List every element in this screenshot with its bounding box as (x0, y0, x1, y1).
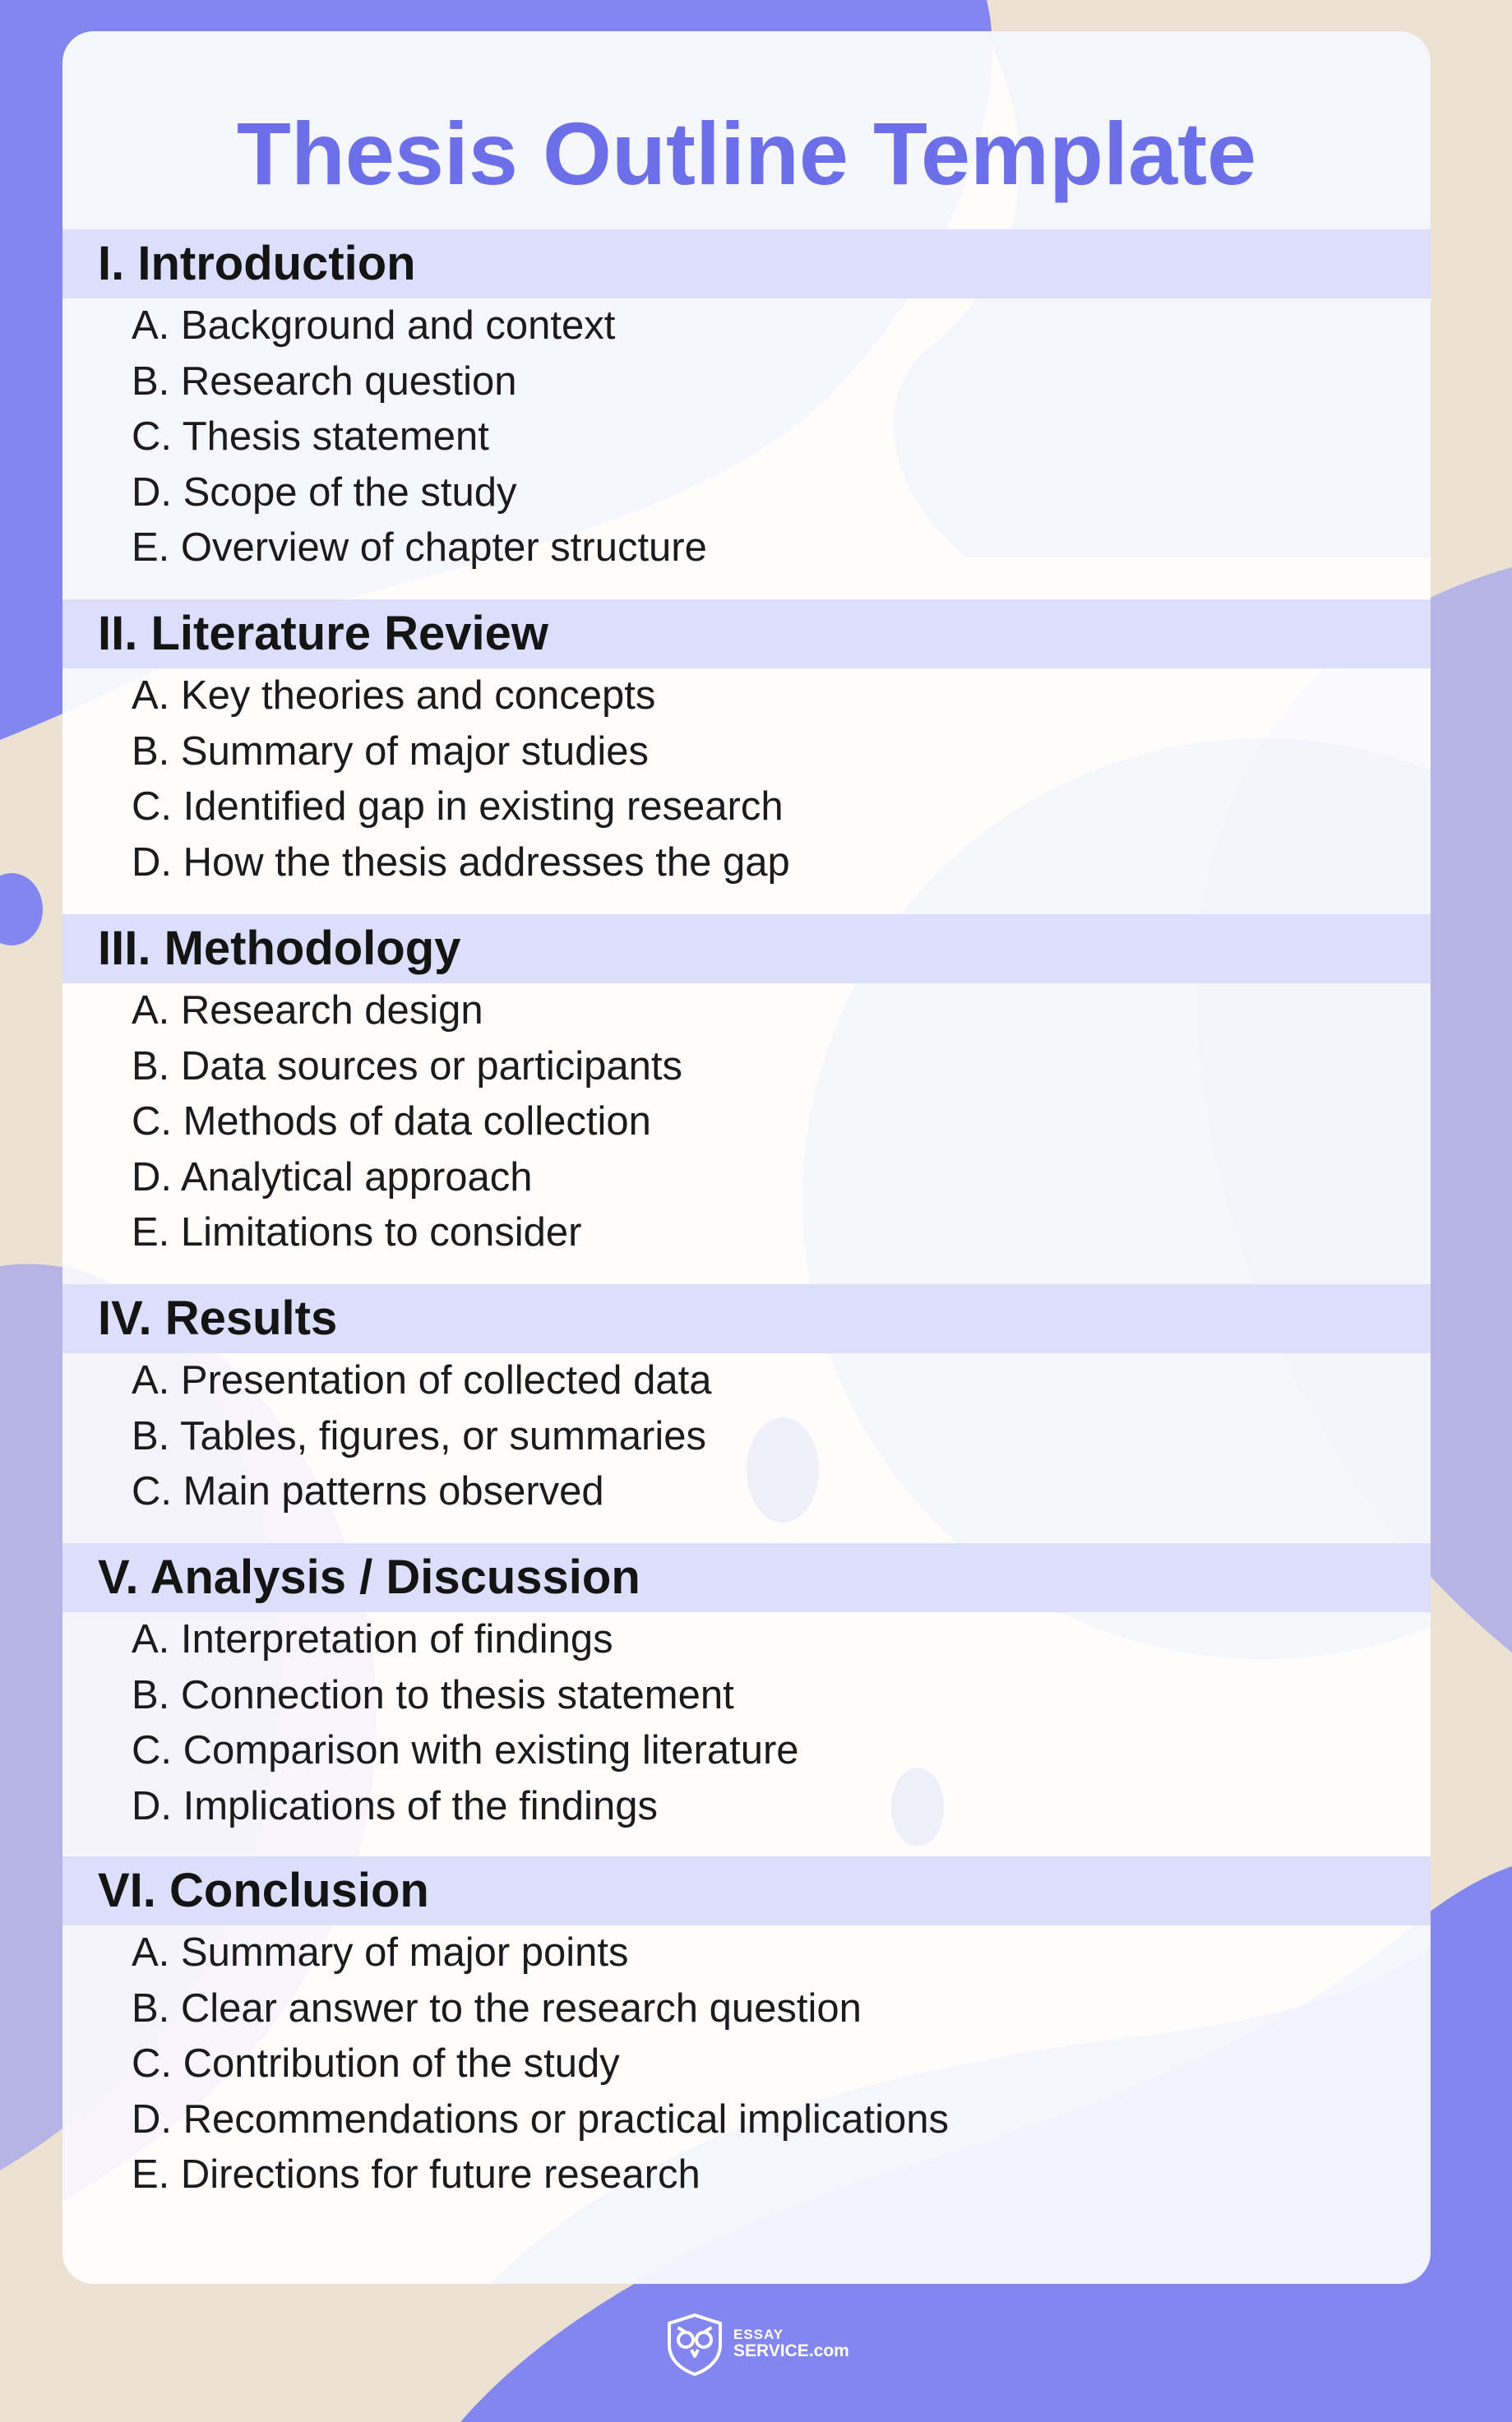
list-item: B. Clear answer to the research question (132, 1985, 862, 2031)
section-title: II. Literature Review (98, 607, 548, 660)
section-header (62, 1284, 1431, 1353)
section-items (62, 1353, 1431, 1520)
page-title: Thesis Outline Template (236, 104, 1257, 203)
section-header (62, 599, 1431, 668)
logo-line1: ESSAY (733, 2327, 784, 2343)
list-item: E. Directions for future research (132, 2152, 701, 2197)
section-items (62, 1925, 1431, 2203)
list-item: D. How the thesis addresses the gap (132, 839, 790, 885)
section-header (62, 914, 1431, 983)
list-item: D. Scope of the study (132, 469, 517, 515)
section-introduction (62, 229, 1431, 576)
section-items (62, 983, 1431, 1261)
list-item: A. Research design (132, 988, 483, 1033)
section-items (62, 298, 1431, 576)
outline-card (62, 31, 1431, 2284)
section-title: VI. Conclusion (98, 1864, 429, 1917)
logo-line2: SERVICE.com (733, 2341, 849, 2360)
section-title: I. Introduction (98, 237, 416, 290)
section-methodology (62, 914, 1431, 1261)
section-title: V. Analysis / Discussion (98, 1551, 640, 1604)
list-item: A. Background and context (132, 303, 616, 348)
section-conclusion (62, 1856, 1431, 2203)
left-dot (0, 873, 43, 945)
essay-service-logo (663, 2312, 850, 2376)
list-item: A. Interpretation of findings (132, 1617, 613, 1662)
section-items (62, 1612, 1431, 1834)
logo-wordmark (733, 2327, 849, 2360)
list-item: B. Summary of major studies (132, 728, 650, 774)
list-item: D. Implications of the findings (132, 1783, 659, 1828)
list-item: D. Analytical approach (132, 1154, 533, 1199)
list-item: A. Key theories and concepts (132, 673, 656, 718)
list-item: D. Recommendations or practical implications (132, 2096, 949, 2142)
list-item: A. Presentation of collected data (132, 1358, 712, 1403)
section-header (62, 1856, 1431, 1925)
list-item: E. Overview of chapter structure (132, 525, 707, 570)
list-item: C. Contribution of the study (132, 2041, 620, 2086)
list-item: B. Connection to thesis statement (132, 1672, 734, 1717)
list-item: B. Data sources or participants (132, 1043, 682, 1089)
list-item: C. Methods of data collection (132, 1099, 651, 1144)
list-item: C. Main patterns observed (132, 1469, 604, 1514)
owl-icon (663, 2312, 727, 2376)
section-title: IV. Results (98, 1292, 338, 1345)
list-item: E. Limitations to consider (132, 1210, 582, 1255)
list-item: C. Thesis statement (132, 414, 489, 459)
section-results (62, 1284, 1431, 1520)
list-item: A. Summary of major points (132, 1930, 629, 1975)
section-literature-review (62, 599, 1431, 890)
list-item: B. Research question (132, 358, 517, 404)
list-item: B. Tables, figures, or summaries (132, 1413, 706, 1458)
list-item: C. Comparison with existing literature (132, 1728, 799, 1773)
section-header (62, 1543, 1431, 1612)
section-items (62, 668, 1431, 890)
section-title: III. Methodology (98, 922, 461, 975)
section-analysis-discussion (62, 1543, 1431, 1834)
section-header (62, 229, 1431, 298)
list-item: C. Identified gap in existing research (132, 784, 784, 829)
